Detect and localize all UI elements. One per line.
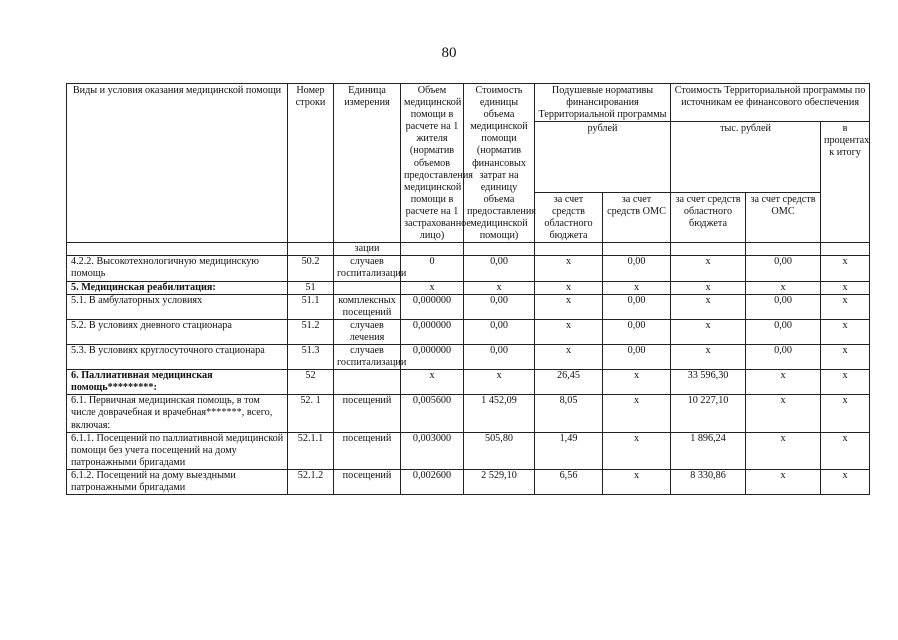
row-volume: 0,005600 bbox=[401, 395, 464, 432]
row-name: 6. Паллиативная медицинская помощь*********: bbox=[67, 370, 288, 395]
row-percent: x bbox=[821, 319, 870, 344]
table-row bbox=[67, 395, 870, 432]
row-unit: посещений bbox=[334, 395, 401, 432]
header-per-capita: Подушевые нормативы финансирования Территориальной программы bbox=[535, 84, 671, 122]
row-name: 5.2. В условиях дневного стационара bbox=[67, 319, 288, 344]
row-volume: 0,003000 bbox=[401, 432, 464, 469]
row-cost: 0,00 bbox=[464, 256, 535, 281]
row-number: 50.2 bbox=[288, 256, 334, 281]
row-percent: x bbox=[821, 281, 870, 294]
row-number: 51 bbox=[288, 281, 334, 294]
table-row bbox=[67, 432, 870, 469]
row-cost-budget: x bbox=[671, 344, 746, 369]
row-per-capita-oms: x bbox=[603, 469, 671, 494]
header-regional-budget: за счет средств областного бюджета bbox=[535, 192, 603, 242]
row-cost-budget: x bbox=[671, 294, 746, 319]
row-cost: 2 529,10 bbox=[464, 469, 535, 494]
row-cost-budget: 33 596,30 bbox=[671, 370, 746, 395]
row-unit bbox=[334, 281, 401, 294]
row-per-capita-budget: x bbox=[535, 281, 603, 294]
header-cost: Стоимость единицы объема медицинской помощи (норматив финансовых затрат на единицу объема предоставления медицинской помощи) bbox=[464, 84, 535, 243]
header-unit: Единица измерения bbox=[334, 84, 401, 243]
header-oms: за счет средств ОМС bbox=[603, 192, 671, 242]
row-cost-oms: x bbox=[746, 469, 821, 494]
continued-row bbox=[67, 243, 870, 256]
row-cost-budget: x bbox=[671, 319, 746, 344]
row-cost-oms: x bbox=[746, 370, 821, 395]
row-cost-oms: x bbox=[746, 395, 821, 432]
row-number: 51.1 bbox=[288, 294, 334, 319]
row-cost: x bbox=[464, 281, 535, 294]
row-volume: x bbox=[401, 281, 464, 294]
row-per-capita-oms: 0,00 bbox=[603, 256, 671, 281]
row-per-capita-oms: x bbox=[603, 370, 671, 395]
header-unit-rubles: рублей bbox=[535, 122, 671, 193]
row-cost-budget: 10 227,10 bbox=[671, 395, 746, 432]
row-per-capita-budget: x bbox=[535, 294, 603, 319]
row-name: 5. Медицинская реабилитация: bbox=[67, 281, 288, 294]
row-cost-budget: 1 896,24 bbox=[671, 432, 746, 469]
row-unit: случаев лечения bbox=[334, 319, 401, 344]
row-cost-oms: x bbox=[746, 281, 821, 294]
row-cost-oms: x bbox=[746, 432, 821, 469]
row-volume: 0,002600 bbox=[401, 469, 464, 494]
row-percent: x bbox=[821, 256, 870, 281]
row-volume: x bbox=[401, 370, 464, 395]
header-volume: Объем медицинской помощи в расчете на 1 жителя (норматив объемов предоставления медицинской помощи в расчете на 1 застрахованное лицо) bbox=[401, 84, 464, 243]
table-row bbox=[67, 370, 870, 395]
row-name: 5.3. В условиях круглосуточного стационара bbox=[67, 344, 288, 369]
row-cost-oms: 0,00 bbox=[746, 319, 821, 344]
row-number: 52.1.1 bbox=[288, 432, 334, 469]
row-cost-budget: 8 330,86 bbox=[671, 469, 746, 494]
row-cost-budget: x bbox=[671, 256, 746, 281]
row-percent: x bbox=[821, 469, 870, 494]
row-per-capita-budget: 1,49 bbox=[535, 432, 603, 469]
row-percent: x bbox=[821, 432, 870, 469]
header-row-number: Номер строки bbox=[288, 84, 334, 243]
header-unit-thousand-rubles: тыс. рублей bbox=[671, 122, 821, 193]
table-row bbox=[67, 344, 870, 369]
row-per-capita-budget: x bbox=[535, 319, 603, 344]
row-cost: 1 452,09 bbox=[464, 395, 535, 432]
table-row bbox=[67, 469, 870, 494]
row-per-capita-oms: x bbox=[603, 281, 671, 294]
row-name: 6.1.2. Посещений на дому выездными патронажными бригадами bbox=[67, 469, 288, 494]
row-name: 4.2.2. Высокотехнологичную медицинскую помощь bbox=[67, 256, 288, 281]
row-name: 6.1.1. Посещений по паллиативной медицинской помощи без учета посещений на дому патронажными бригадами bbox=[67, 432, 288, 469]
row-volume: 0,000000 bbox=[401, 344, 464, 369]
page-number: 80 bbox=[441, 45, 457, 61]
row-number: 52.1.2 bbox=[288, 469, 334, 494]
row-cost: 0,00 bbox=[464, 319, 535, 344]
row-cost-oms: 0,00 bbox=[746, 294, 821, 319]
row-per-capita-budget: 26,45 bbox=[535, 370, 603, 395]
header-oms-2: за счет средств ОМС bbox=[746, 192, 821, 242]
row-unit: случаев госпитализации bbox=[334, 256, 401, 281]
row-percent: x bbox=[821, 344, 870, 369]
row-per-capita-oms: x bbox=[603, 432, 671, 469]
table-row bbox=[67, 281, 870, 294]
row-percent: x bbox=[821, 395, 870, 432]
row-cost: x bbox=[464, 370, 535, 395]
row-per-capita-oms: 0,00 bbox=[603, 294, 671, 319]
row-percent: x bbox=[821, 370, 870, 395]
row-name: 5.1. В амбулаторных условиях bbox=[67, 294, 288, 319]
row-per-capita-budget: x bbox=[535, 344, 603, 369]
table-row bbox=[67, 256, 870, 281]
row-cost-oms: 0,00 bbox=[746, 344, 821, 369]
row-cost-oms: 0,00 bbox=[746, 256, 821, 281]
row-per-capita-oms: x bbox=[603, 395, 671, 432]
financing-table bbox=[66, 83, 870, 495]
header-percent: в процентах к итогу bbox=[821, 122, 870, 243]
row-unit bbox=[334, 370, 401, 395]
row-number: 52 bbox=[288, 370, 334, 395]
row-unit: случаев госпитализации bbox=[334, 344, 401, 369]
header-by-source: Стоимость Территориальной программы по источникам ее финансового обеспечения bbox=[671, 84, 870, 122]
continued-unit-cell: зации bbox=[334, 243, 401, 256]
row-number: 51.3 bbox=[288, 344, 334, 369]
row-per-capita-oms: 0,00 bbox=[603, 344, 671, 369]
row-number: 52. 1 bbox=[288, 395, 334, 432]
row-volume: 0,000000 bbox=[401, 294, 464, 319]
row-per-capita-oms: 0,00 bbox=[603, 319, 671, 344]
row-name: 6.1. Первичная медицинская помощь, в том числе доврачебная и врачебная*******, всего, включая: bbox=[67, 395, 288, 432]
row-unit: посещений bbox=[334, 432, 401, 469]
row-per-capita-budget: x bbox=[535, 256, 603, 281]
table-row bbox=[67, 319, 870, 344]
header-types: Виды и условия оказания медицинской помощи bbox=[67, 84, 288, 243]
row-volume: 0 bbox=[401, 256, 464, 281]
row-cost-budget: x bbox=[671, 281, 746, 294]
row-number: 51.2 bbox=[288, 319, 334, 344]
row-unit: посещений bbox=[334, 469, 401, 494]
row-unit: комплексных посещений bbox=[334, 294, 401, 319]
row-per-capita-budget: 8,05 bbox=[535, 395, 603, 432]
header-regional-budget-2: за счет средств областного бюджета bbox=[671, 192, 746, 242]
table-row bbox=[67, 294, 870, 319]
row-cost: 0,00 bbox=[464, 294, 535, 319]
row-per-capita-budget: 6,56 bbox=[535, 469, 603, 494]
row-cost: 505,80 bbox=[464, 432, 535, 469]
row-cost: 0,00 bbox=[464, 344, 535, 369]
row-volume: 0,000000 bbox=[401, 319, 464, 344]
row-percent: x bbox=[821, 294, 870, 319]
